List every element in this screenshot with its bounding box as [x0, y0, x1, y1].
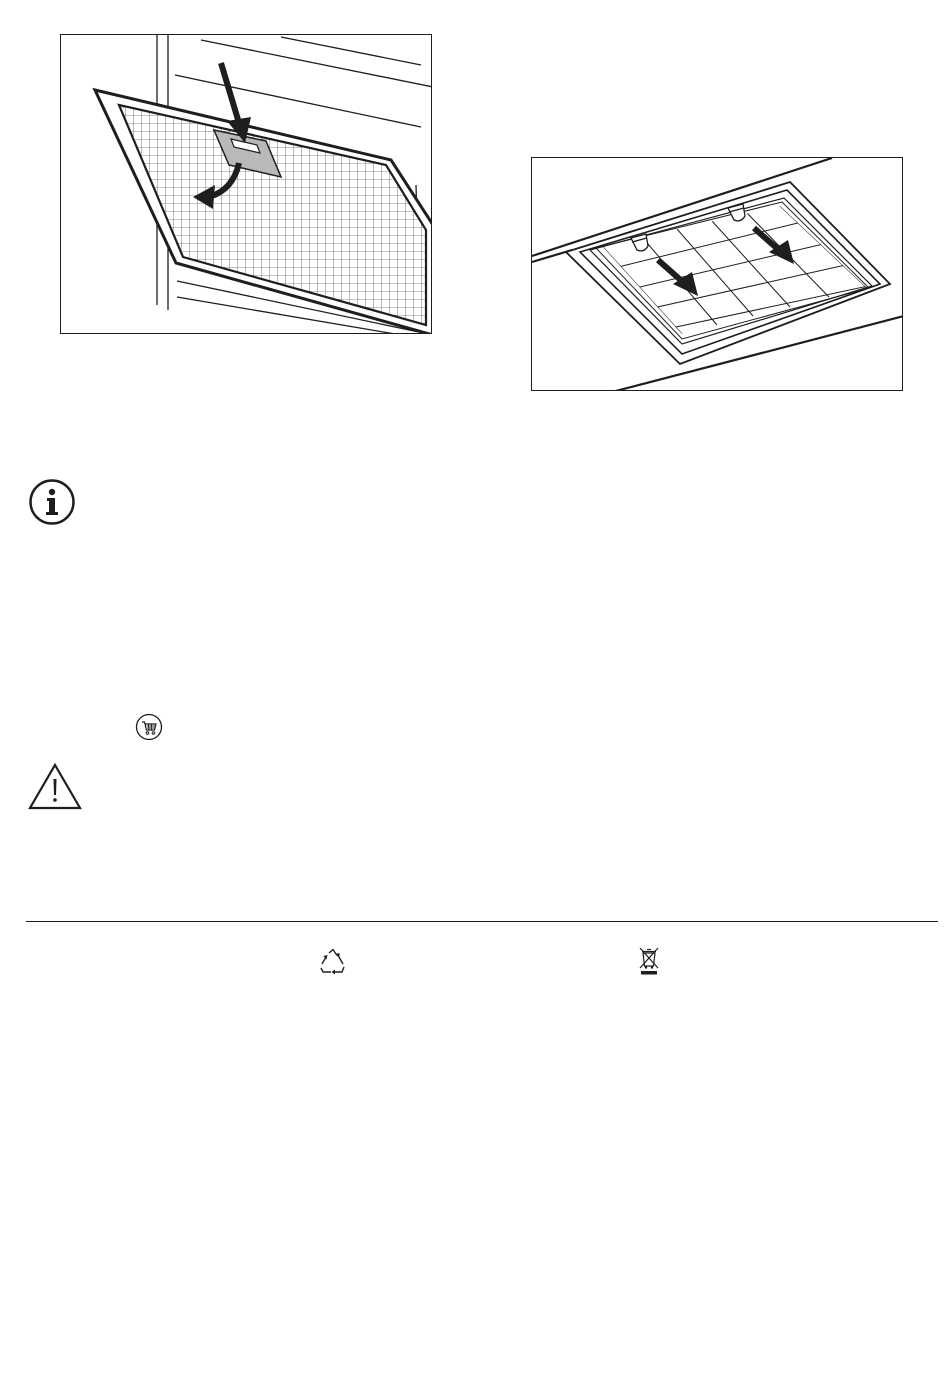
filter-release-illustration	[61, 35, 432, 334]
figure-filter-release	[60, 34, 432, 334]
filter-slide-illustration	[532, 158, 903, 391]
crossed-bin-icon	[638, 946, 660, 976]
shopping-cart-icon	[135, 713, 163, 741]
figure-filter-slide	[531, 157, 903, 391]
section-divider	[26, 921, 938, 922]
warning-triangle-icon	[28, 762, 82, 810]
info-icon	[28, 478, 76, 526]
recycling-icon	[318, 948, 348, 976]
